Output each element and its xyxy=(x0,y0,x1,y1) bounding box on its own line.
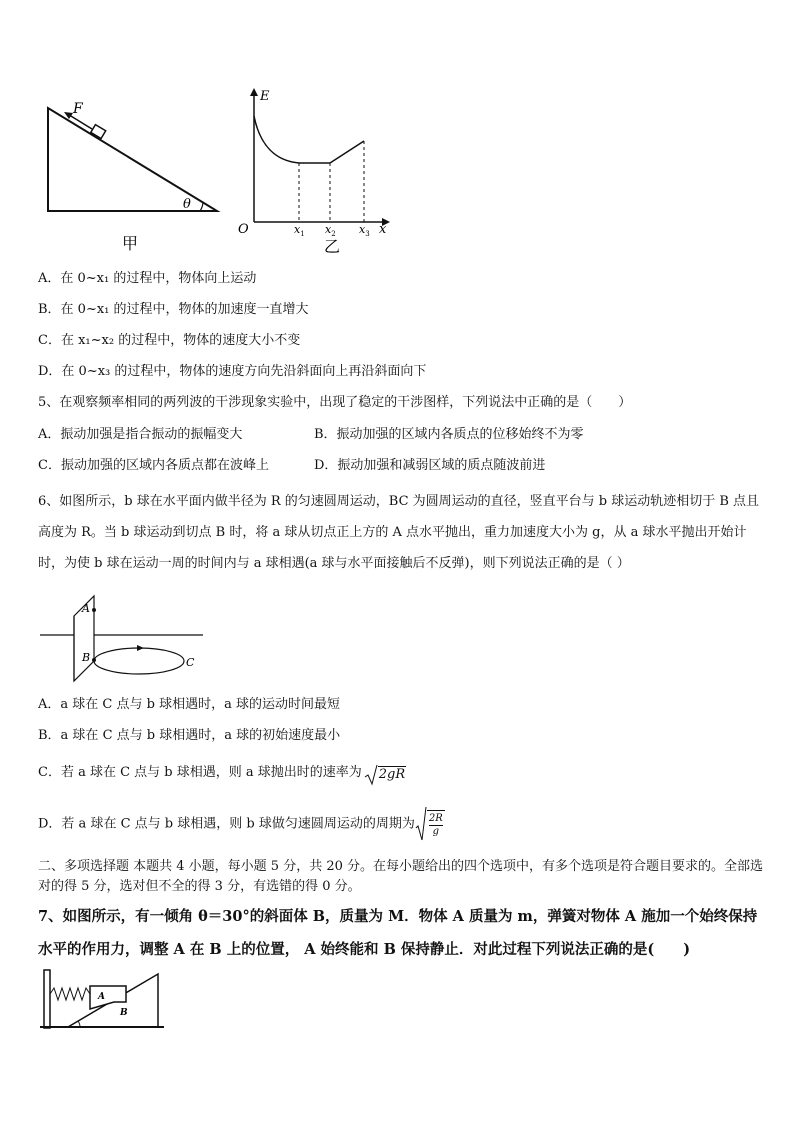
q4-option-a: A．在 0~x₁ 的过程中，物体向上运动 xyxy=(38,271,257,286)
x-axis-label: x xyxy=(379,222,387,237)
label-c: C xyxy=(186,656,195,669)
incline-caption: 甲 xyxy=(122,234,139,253)
incline-triangle xyxy=(48,108,217,211)
orbit-arrow xyxy=(137,645,144,651)
orbit-ellipse xyxy=(94,648,184,674)
x2-label: $x_2$ xyxy=(325,223,336,238)
q5-option-c: C．振动加强的区域内各质点都在波峰上 xyxy=(38,458,269,473)
spring-incline-figure xyxy=(38,966,168,1030)
q6-option-d xyxy=(38,806,445,842)
origin-label: O xyxy=(238,222,249,237)
angle-arc xyxy=(200,202,203,211)
q6-stem: 6、如图所示，b 球在水平面内做半径为 R 的匀速圆周运动，BC 为圆周运动的直径，竖直平台与 b 球运动轨迹相切于 B 点且高度为 R。当 b 球运动到切点 B 时，将 a 球从切点正上方的 A 点水平抛出，重力加速度大小为 g，从 a 球水平抛出开始计时，为使 b 球在运动一周的时间内与 a 球相遇(a 球与水平面接触后不反弹)，则下列说法正确的是（ ） xyxy=(38,494,760,571)
q6-option-a: A．a 球在 C 点与 b 球相遇时，a 球的运动时间最短 xyxy=(38,697,340,712)
circle-motion-figure xyxy=(38,586,208,686)
q6-option-b: B．a 球在 C 点与 b 球相遇时，a 球的初始速度最小 xyxy=(38,728,341,743)
ball-a xyxy=(92,608,96,612)
q5-stem: 5、在观察频率相同的两列波的干涉现象实验中，出现了稳定的干涉图样，下列说法中正确的是（ ） xyxy=(38,395,632,410)
graph-caption: 乙 xyxy=(324,237,341,256)
q5-option-b: B．振动加强的区域内各质点的位移始终不为零 xyxy=(314,427,584,442)
label-a: A xyxy=(82,602,90,615)
q6-option-d-text: D．若 a 球在 C 点与 b 球相遇，则 b 球做匀速圆周运动的周期为 xyxy=(38,816,415,832)
label-b: B xyxy=(82,651,91,664)
section-2-heading: 二、多项选择题 本题共 4 小题，每小题 5 分，共 20 分。在每小题给出的四个选项中，有多个选项是符合题目要求的。全部选对的得 5 分，选对但不全的得 3 分，有选错的得 0 分。 xyxy=(38,859,764,894)
angle-label: θ xyxy=(183,197,191,212)
q6-option-c-text: C．若 a 球在 C 点与 b 球相遇，则 a 球抛出时的速率为 xyxy=(38,765,362,780)
q4-option-c: C．在 x₁~x₂ 的过程中，物体的速度大小不变 xyxy=(38,333,301,348)
q4-option-b: B．在 0~x₁ 的过程中，物体的加速度一直增大 xyxy=(38,302,309,317)
q6-option-c xyxy=(38,760,406,786)
sqrt-radicand: 2gR xyxy=(378,766,406,782)
q4-option-d: D．在 0~x₃ 的过程中，物体的速度方向先沿斜面向上再沿斜面向下 xyxy=(38,364,427,379)
block-a xyxy=(90,986,126,1009)
wall xyxy=(44,970,50,1028)
x3-label: $x_3$ xyxy=(359,223,370,238)
q5-option-a: A．振动加强是指合振动的振幅变大 xyxy=(38,427,243,442)
sqrt-2gr xyxy=(364,762,406,784)
fraction-numerator: 2R xyxy=(428,813,443,824)
fraction-denominator: g xyxy=(432,826,439,837)
sqrt-2r-over-g xyxy=(415,806,445,842)
x1-label: $x_1$ xyxy=(294,223,305,238)
label-block-a: A xyxy=(98,992,105,1002)
q5-option-d: D．振动加强和减弱区域的质点随波前进 xyxy=(314,458,546,473)
energy-curve xyxy=(254,116,364,163)
y-axis-label: E xyxy=(260,89,270,104)
y-axis-arrow xyxy=(250,88,258,96)
ball-b xyxy=(92,658,96,662)
spring xyxy=(50,988,90,1000)
q7-stem: 7、如图所示，有一倾角 θ＝30°的斜面体 B，质量为 M．物体 A 质量为 m，弹簧对物体 A 施加一个始终保持水平的作用力，调整 A 在 B 上的位置， A 始终能和 B 保持静止．对此过程下列说法正确的是( ) xyxy=(38,908,758,958)
force-label: F xyxy=(73,101,83,117)
incline-figure xyxy=(40,96,230,256)
energy-graph xyxy=(236,86,396,256)
label-incline-b: B xyxy=(120,1008,128,1018)
